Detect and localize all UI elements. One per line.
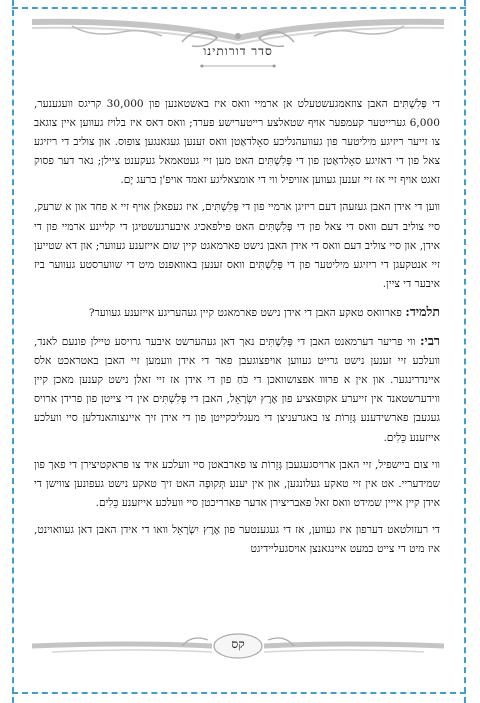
- page-body: [34, 95, 440, 567]
- border-bottom: [12, 692, 466, 694]
- running-header: סדר דורותינו: [203, 44, 273, 58]
- page-number: קס: [231, 637, 245, 651]
- paragraph: ווען די אידן האבן געזעהן דעם ריזיגן ארמיי פון די פְּלִשְׁתִּים, איז געפאלן אויף זיי א פחד און א שרעק, סיי צוליב דעם וואס די צאל פון די פְּלִשְׁתִּים האט פילפאכיג איבערגעשטיגן די קליינע ארמיי פון די אידן, און סיי צוליב דעם וואס די אידן האבן נישט פארמאגט קיין שום אייזענע געווער; און דא שטייען זיי אנטקעגן די ריזיגע מיליטער פון די פְּלִשְׁתִּים וואס זענען באוואפנט מיט די שווערסטע געווער ביז איבער די ציין.: [34, 201, 440, 290]
- speaker-label: רבי:: [419, 333, 440, 349]
- paragraph: רבי: ווי פריער דערמאנט האבן די פְּלִשְׁתִּים נאך דאן געהערשט איבער גרויסע טיילן פונעם לאנד, וועלכע זיי זענען נישט גרייט געווען אויפצוגעבן פאר די אידן וועמען זיי האבן באטראכט אלס איינדרינגער. און אין א פרוּוו אפצושוואכן די כֹּחַ פון די אידן אז זיי זאלן נישט קענען מאכן קיין ווידערשטאנד אין זייערע אקופאציע פון אֶרֶץ יִשְׂרָאֵל, האבן די פְּלִשְׁתִּים אין די צייטן פון פרידן ארויס געגעבן פארשידענע גְּזֵרוֹת צו באגרעניצן די מעגליכקייטן פון די אידן זיך איינצוהאנדלען סיי וועלכע אייזענע כֵּלִים.: [34, 333, 440, 444]
- paragraph: די פְּלִשְׁתִּים האבן צוזאמגעשטעלט אן ארמיי וואס איז באשטאנען פון 30,000 קריגס וועגענער, 6,000 גערייטער קעמפער אויף שטאלצע רייטערישע פערד; וואס דאס איז בלויז געווען איין צוגאב צו זייער ריזיגע מיליטער פון געוועהנליכע סאָלדאַטן וואס זענען געגאנגען צופוס. און צוליב די ריזיגע צאל פון די דאזיגע סאָלדאַטן פון די פְּלִשְׁתִּים האט מען זיי געטאמאל געקענט ציילן; נאר דער פסוק זאגט אויף זיי אז זיי זענען געווען אזויפיל ווי די אומצאליגע זאמד אויפ'ן ברעג יָם.: [34, 98, 440, 187]
- border-right: [464, 0, 466, 703]
- border-top: [12, 7, 466, 9]
- footer-ornament: [32, 626, 444, 666]
- border-left: [12, 0, 14, 703]
- paragraph: די רעזולטאט דערפון איז געווען, אז די געגענטער פון אֶרֶץ יִשְׂרָאֵל וואו די אידן האבן דאן געוואוינט, איז מיט די צייט כמעט איינגאנצן אויסגעליידיגט: [34, 523, 440, 555]
- paragraph: תלמיד: פארוואס טאקע האבן די אידן נישט פארמאגט קיין געהעריגע אייזענע געווער?: [88, 303, 440, 319]
- header-ornament: [32, 16, 444, 80]
- paragraph: ווי צום ביישפיל, זיי האבן ארויסגעגעבן גְּזֵרוֹת צו פארבאטן סיי וועלכע איד צו פראקטיצירן די פאך פון שמידעריי. אט אין זיי טאקע געלונגען, און אין יענע תְּקוּפָה האט זיך טאקע נישט געפונען צווישן די אידן קיין אייין שמידט וואס זאל פאבריצירן אדער פארריכטן סיי וועלכע אייזענע כֵּלִים.: [34, 458, 440, 509]
- speaker-label: תלמיד:: [405, 303, 440, 319]
